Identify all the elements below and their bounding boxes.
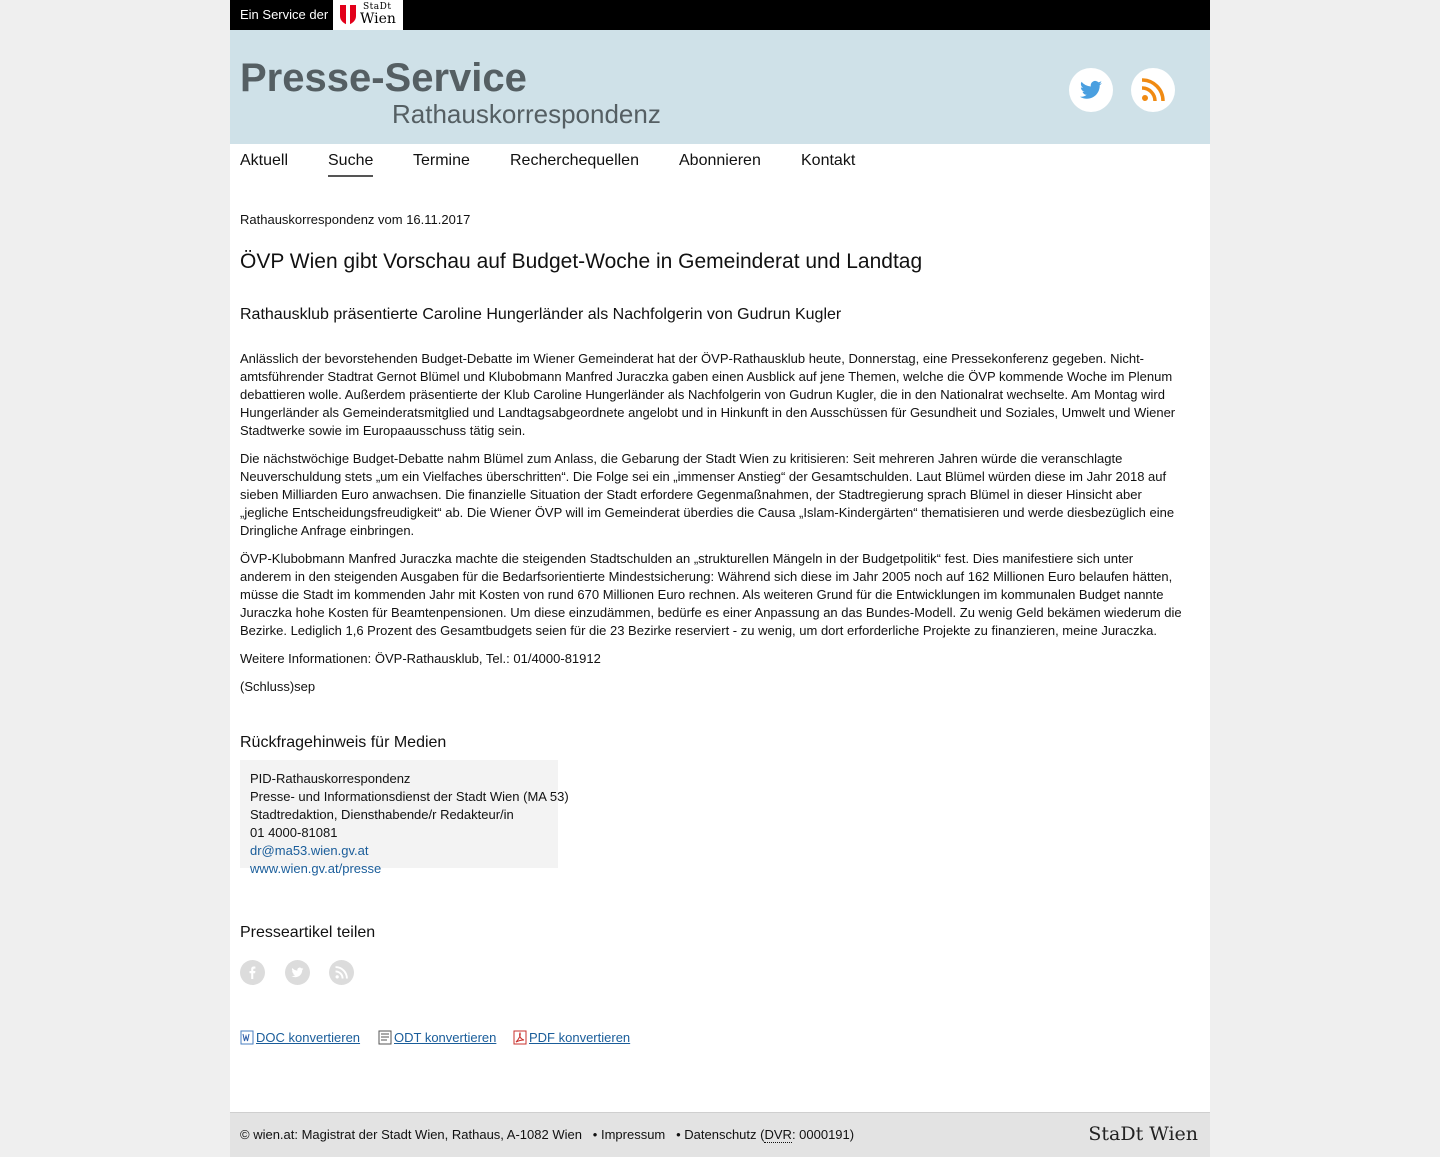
share-twitter-button[interactable]	[285, 960, 310, 985]
contact-website-link[interactable]: www.wien.gv.at/presse	[250, 861, 382, 876]
rss-icon	[335, 966, 348, 979]
article-dateline: Rathauskorrespondenz vom 16.11.2017	[240, 212, 471, 227]
article-paragraph: Weitere Informationen: ÖVP-Rathausklub, Tel.: 01/4000-81912	[240, 651, 601, 666]
share-heading: Presseartikel teilen	[240, 924, 376, 941]
footer-datenschutz-link[interactable]: Datenschutz	[684, 1127, 757, 1142]
convert-odt-link[interactable]	[378, 1030, 496, 1045]
top-bar	[230, 0, 1210, 30]
article-paragraph: (Schluss)sep	[240, 679, 316, 694]
site-footer	[230, 1112, 1210, 1157]
nav-item-recherchequellen[interactable]: Recherchequellen	[510, 152, 639, 169]
rss-icon	[1141, 78, 1165, 102]
pdf-file-icon	[513, 1030, 527, 1045]
twitter-icon	[291, 966, 304, 979]
footer-copyright: © wien.at: Magistrat der Stadt Wien, Rathaus, A-1082 Wien	[240, 1127, 582, 1142]
odt-file-icon	[378, 1030, 392, 1045]
contact-email-link[interactable]: dr@ma53.wien.gv.at	[250, 843, 369, 858]
footer-logo-text: StaDt Wien	[1088, 1123, 1198, 1145]
article-body	[240, 350, 1185, 706]
contact-phone: 01 4000-81081	[250, 825, 338, 840]
page	[230, 0, 1210, 1156]
facebook-icon	[246, 966, 259, 979]
article-paragraph: Anlässlich der bevorstehenden Budget-Debatte im Wiener Gemeinderat hat der ÖVP-Rathausklub heute, Donnerstag, eine Pressekonferenz gegeben. Nicht-amtsführender Stadtrat Gernot Blümel und Klubobmann Manfred Juraczka gaben einen Ausblick auf jene Themen, welche die ÖVP kommende Woche im Plenum debattieren wolle. Außerdem präsentierte der Klub Caroline Hungerländer als Nachfolgerin von Gudrun Kugler, die in den Nationalrat wechselte. Am Montag wird Hungerländer als Gemeinderatsmitglied und Landtagsabgeordnete angelobt und in Hinkunft in den Ausschüssen für Gesundheit und Soziales, Umwelt und Wiener Stadtwerke sowie im Europaausschuss tätig sein.	[240, 351, 1176, 438]
convert-odt-label: ODT konvertieren	[394, 1030, 497, 1045]
share-rss-button[interactable]	[329, 960, 354, 985]
doc-file-icon	[240, 1030, 254, 1045]
site-subtitle: Rathauskorrespondenz	[392, 99, 661, 129]
nav-item-kontakt[interactable]: Kontakt	[801, 152, 856, 169]
nav-item-aktuell[interactable]: Aktuell	[240, 152, 289, 169]
contact-line: Stadtredaktion, Diensthabende/r Redakteur/in	[250, 807, 514, 822]
nav-item-termine[interactable]: Termine	[413, 152, 470, 169]
article-paragraph: ÖVP-Klubobmann Manfred Juraczka machte die steigenden Stadtschulden an „strukturellen Mängeln in der Budgetpolitik“ fest. Dies manifestiere sich unter anderem in den steigenden Ausgaben für die Bedarfsorientierte Mindestsicherung: Während sich diese im Jahr 2005 noch auf 162 Millionen Euro belaufen hätten, müsse die Stadt im kommenden Jahr mit Kosten von rund 670 Millionen Euro rechnen. Als weiteren Grund für die Entwicklungen im kommunalen Budget nannte Juraczka hohe Kosten für Beamtenpensionen. Um diese einzudämmen, bedürfe es einer Anpassung an das Bundes-Modell. Zu wenig Geld bekämen wiederum die Bezirke. Lediglich 1,6 Prozent des Gesamtbudgets seien für die 23 Bezirke reserviert - zu wenig, um dort erforderliche Projekte zu finanzieren, meine Juraczka.	[240, 551, 1182, 638]
site-title[interactable]: Presse-Service	[240, 56, 527, 100]
site-header	[230, 30, 1210, 144]
convert-doc-link[interactable]	[240, 1030, 360, 1045]
wien-shield-icon	[340, 5, 356, 25]
footer-stadt-wien-logo[interactable]	[1088, 1123, 1198, 1145]
contact-line: PID-Rathauskorrespondenz	[250, 771, 411, 786]
contact-heading: Rückfragehinweis für Medien	[240, 734, 447, 751]
footer-dvr-abbr: DVR	[764, 1127, 792, 1142]
footer-text: © wien.at: Magistrat der Stadt Wien, Rathaus, A-1082 Wien • Impressum • Datenschutz (DVR: 0000191)	[240, 1127, 855, 1142]
contact-box	[240, 760, 569, 876]
nav-item-abonnieren[interactable]: Abonnieren	[679, 152, 761, 169]
twitter-follow-button[interactable]	[1069, 68, 1113, 112]
article-subheadline: Rathausklub präsentierte Caroline Hungerländer als Nachfolgerin von Gudrun Kugler	[240, 306, 842, 323]
convert-pdf-label: PDF konvertieren	[529, 1030, 631, 1045]
logo-line2: Wien	[360, 11, 396, 27]
convert-pdf-link[interactable]	[513, 1030, 630, 1045]
share-facebook-button[interactable]	[240, 960, 265, 985]
nav-item-suche[interactable]: Suche	[328, 152, 373, 177]
footer-dvr-number: : 0000191)	[791, 1127, 855, 1142]
logo-line1: StaDt	[363, 2, 392, 12]
twitter-icon	[1079, 78, 1103, 102]
stadt-wien-logo[interactable]	[333, 0, 403, 30]
article-headline: ÖVP Wien gibt Vorschau auf Budget-Woche in Gemeinderat und Landtag	[240, 250, 923, 273]
convert-doc-label: DOC konvertieren	[256, 1030, 361, 1045]
service-label: Ein Service der	[240, 7, 329, 22]
contact-line: Presse- und Informationsdienst der Stadt Wien (MA 53)	[250, 789, 569, 804]
rss-feed-button[interactable]	[1131, 68, 1175, 112]
article-paragraph: Die nächstwöchige Budget-Debatte nahm Blümel zum Anlass, die Gebarung der Stadt Wien zu kritisieren: Seit mehreren Jahren würde die veranschlagte Neuverschuldung stets „um ein Vielfaches überschritten“. Die Folge sei ein „immenser Anstieg“ der Gesamtschulden. Laut Blümel würden diese im Jahr 2018 auf sieben Milliarden Euro anwachsen. Die finanzielle Situation der Stadt erfordere Gegenmaßnahmen, der Stadtregierung sprach Blümel in dieser Hinsicht aber „jegliche Entscheidungsfreudigkeit“ ab. Die Wiener ÖVP will im Gemeinderat überdies die Causa „Islam-Kindergärten“ thematisieren und werde diesbezüglich eine Dringliche Anfrage einbringen.	[240, 451, 1175, 538]
footer-impressum-link[interactable]: Impressum	[600, 1127, 666, 1142]
